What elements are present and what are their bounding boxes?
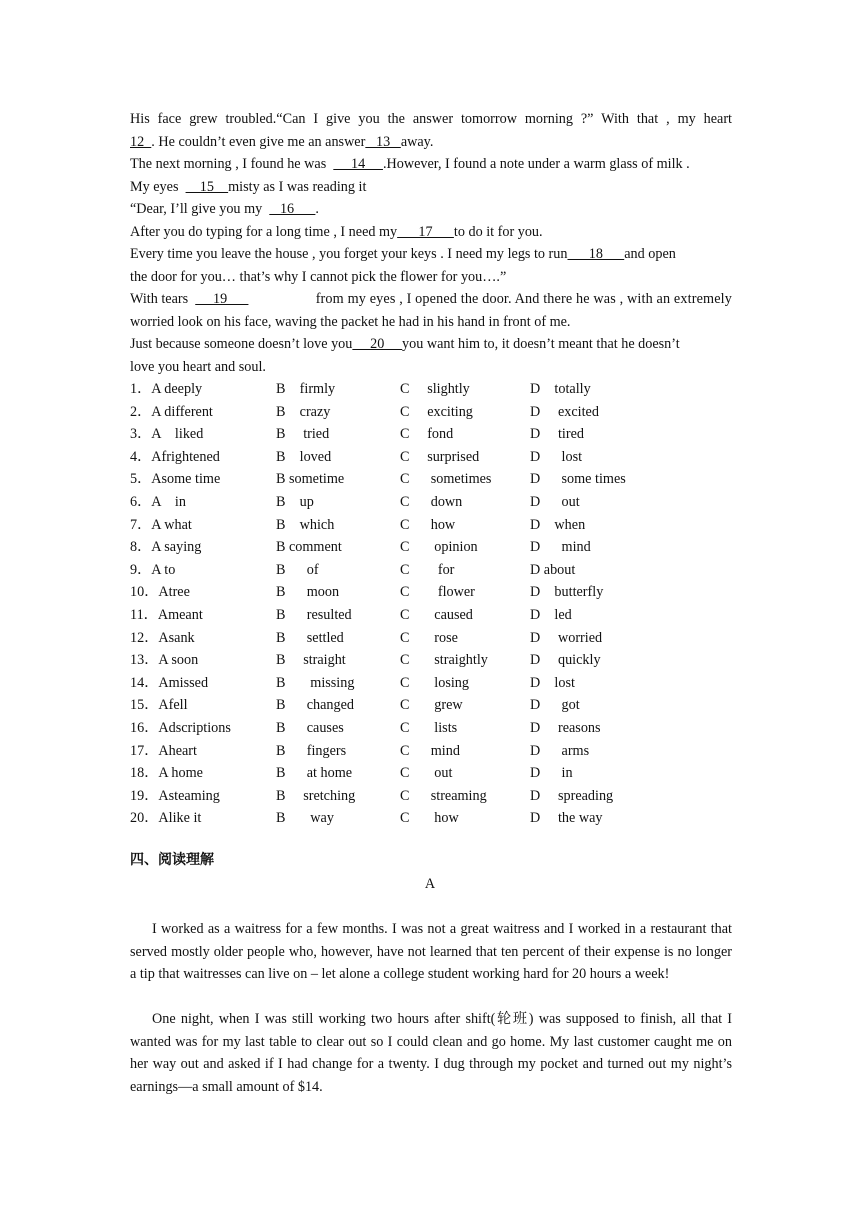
option-row [130, 446, 732, 469]
passage-line [130, 333, 732, 356]
option-a: 4．Afrightened [130, 448, 220, 465]
paragraph-text: I worked as a waitress for a few months. I was not a great waitress and I worked in a restaurant that served mostly older people who, however, have not learned that ten percent of their expense is no longer a tip that waitresses can live on – let alone a college student working hard for 20 hours a week! [130, 921, 732, 982]
option-b: B sretching [276, 787, 356, 804]
option-row [130, 807, 732, 830]
option-a: 20．Alike it [130, 810, 202, 827]
blank-18: 18 [567, 246, 625, 262]
option-row [130, 491, 732, 514]
option-row [130, 581, 732, 604]
option-row [130, 627, 732, 650]
option-c: C fond [400, 426, 454, 443]
passage-text: The next morning , I found he was [130, 156, 334, 172]
option-row [130, 559, 732, 582]
passage-line [130, 243, 732, 266]
option-c: C how [400, 810, 459, 827]
option-d: D about [530, 561, 576, 578]
passage-text: you want him to, it doesn’t meant that he doesn’t [402, 336, 680, 352]
option-row [130, 378, 732, 401]
option-row [130, 672, 732, 695]
option-d: D lost [530, 448, 583, 465]
section-letter: A [424, 876, 436, 892]
option-a: 3．A liked [130, 426, 204, 443]
option-d: D the way [530, 810, 603, 827]
option-a: 7．A what [130, 516, 192, 533]
passage-text: to do it for you. [453, 223, 543, 240]
option-c: C rose [400, 629, 458, 646]
option-d: D excited [530, 403, 599, 420]
passage-text: Just because someone doesn’t love you [130, 336, 353, 352]
option-a: 2．A different [130, 403, 213, 420]
passage-line: the door for you… that’s why I cannot pick the flower for you….” [130, 268, 507, 285]
option-b: B loved [276, 448, 332, 465]
option-row [130, 694, 732, 717]
passage-text: from my eyes , I opened the door. And there he was , with an extremely [315, 291, 732, 307]
option-c: C for [400, 561, 455, 578]
passage-line [130, 288, 732, 311]
paragraph-text: One night, when I was still working two hours after shift(轮班) was supposed to finish, all that I wanted was for my last table to clear out so I could clean and go home. My last customer caught me on her way out and asked if I had change for a twenty. I dug through my pocket and turned out my night’s earnings—a small amount of $14. [130, 1011, 732, 1095]
option-c: C opinion [400, 539, 478, 556]
reading-paragraph [130, 918, 732, 986]
option-b: B at home [276, 765, 353, 782]
passage-line [130, 153, 732, 176]
passage-text: After you do typing for a long time , I need my [130, 223, 398, 240]
blank-19: 19 [195, 291, 249, 307]
option-c: C losing [400, 674, 469, 691]
option-row [130, 536, 732, 559]
option-d: D led [530, 606, 572, 623]
option-c: C grew [400, 697, 463, 714]
passage-text: . [315, 201, 319, 217]
option-d: D arms [530, 742, 590, 759]
option-d: D when [530, 516, 586, 533]
passage-line [130, 176, 732, 199]
answer-options [130, 378, 732, 830]
option-a: 10．Atree [130, 584, 190, 601]
option-b: B straight [276, 652, 346, 669]
option-c: C lists [400, 719, 458, 736]
option-row [130, 423, 732, 446]
option-a: 6．A in [130, 493, 186, 510]
passage-text: .However, I found a note under a warm glass of milk . [382, 156, 690, 172]
option-c: C sometimes [400, 471, 492, 488]
section-title: 四、阅读理解 [130, 852, 214, 868]
option-c: C mind [400, 742, 460, 759]
option-b: B changed [276, 697, 355, 714]
option-b: B up [276, 493, 314, 510]
option-b: B comment [276, 539, 342, 556]
option-b: B crazy [276, 403, 331, 420]
blank-13: 13 [365, 133, 401, 150]
option-row [130, 604, 732, 627]
option-d: D quickly [530, 652, 601, 669]
option-b: B of [276, 561, 319, 578]
option-a: 11．Ameant [130, 606, 203, 623]
passage-text: “Dear, I’ll give you my [130, 201, 270, 217]
passage-line: His face grew troubled.“Can I give you the answer tomorrow morning ?” With that , my heart [130, 111, 732, 127]
option-c: C how [400, 516, 456, 533]
option-c: C caused [400, 606, 473, 623]
option-a: 1．A deeply [130, 381, 203, 397]
option-a: 14．Amissed [130, 674, 209, 691]
option-a: 17．Aheart [130, 742, 197, 759]
option-a: 15．Afell [130, 697, 188, 714]
option-b: B moon [276, 584, 340, 601]
option-d: D out [530, 493, 580, 510]
option-d: D lost [530, 674, 575, 691]
option-d: D tired [530, 426, 584, 443]
option-d: D butterfly [530, 584, 604, 601]
option-a: 13．A soon [130, 652, 199, 669]
option-d: D mind [530, 539, 591, 556]
passage-text: and open [624, 246, 676, 262]
blank-14: 14 [333, 156, 383, 172]
passage-text: . He couldn’t even give me an answer [151, 133, 366, 150]
cloze-passage [130, 108, 732, 830]
option-c: C flower [400, 584, 475, 601]
passage-line [130, 198, 732, 221]
blank-12: 12 [130, 133, 152, 150]
option-b: B settled [276, 629, 344, 646]
option-b: B causes [276, 719, 344, 736]
option-b: B fingers [276, 742, 347, 759]
option-c: C slightly [400, 381, 470, 397]
option-b: B firmly [276, 381, 336, 397]
option-b: B tried [276, 426, 330, 443]
option-b: B resulted [276, 606, 352, 623]
option-a: 12．Asank [130, 629, 195, 646]
reading-paragraph [130, 1008, 732, 1098]
option-row [130, 468, 732, 491]
blank-20: 20 [352, 336, 403, 352]
option-b: B which [276, 516, 335, 533]
option-c: C exciting [400, 403, 473, 420]
option-row [130, 514, 732, 537]
passage-text: My eyes [130, 178, 186, 195]
option-d: D worried [530, 629, 603, 646]
option-d: D spreading [530, 787, 614, 804]
option-d: D some times [530, 471, 626, 488]
option-c: C streaming [400, 787, 487, 804]
option-row [130, 740, 732, 763]
option-row [130, 785, 732, 808]
option-a: 19．Asteaming [130, 787, 220, 804]
passage-text: Every time you leave the house , you forget your keys . I need my legs to run [130, 246, 568, 262]
passage-line: worried look on his face, waving the packet he had in his hand in front of me. [130, 313, 571, 330]
option-d: D totally [530, 381, 591, 397]
option-b: B way [276, 810, 334, 827]
passage-text: away. [400, 133, 434, 150]
option-a: 8．A saying [130, 539, 202, 556]
option-a: 16．Adscriptions [130, 719, 231, 736]
option-a: 9．A to [130, 561, 176, 578]
blank-17: 17 [397, 223, 454, 240]
option-d: D in [530, 765, 573, 782]
option-c: C straightly [400, 652, 488, 669]
option-d: D got [530, 697, 580, 714]
option-row [130, 401, 732, 424]
option-c: C down [400, 493, 463, 510]
option-a: 5．Asome time [130, 471, 221, 488]
option-row [130, 762, 732, 785]
passage-line [130, 131, 732, 154]
option-b: B sometime [276, 471, 345, 488]
option-c: C surprised [400, 448, 480, 465]
passage-line [130, 221, 732, 244]
passage-text: misty as I was reading it [228, 178, 367, 195]
blank-15: 15 [185, 178, 229, 195]
option-c: C out [400, 765, 453, 782]
option-d: D reasons [530, 719, 601, 736]
passage-text: With tears [130, 291, 196, 307]
option-b: B missing [276, 674, 355, 691]
blank-16: 16 [269, 201, 316, 217]
passage-line: love you heart and soul. [130, 358, 266, 375]
option-a: 18．A home [130, 765, 203, 782]
option-row [130, 717, 732, 740]
option-row [130, 649, 732, 672]
